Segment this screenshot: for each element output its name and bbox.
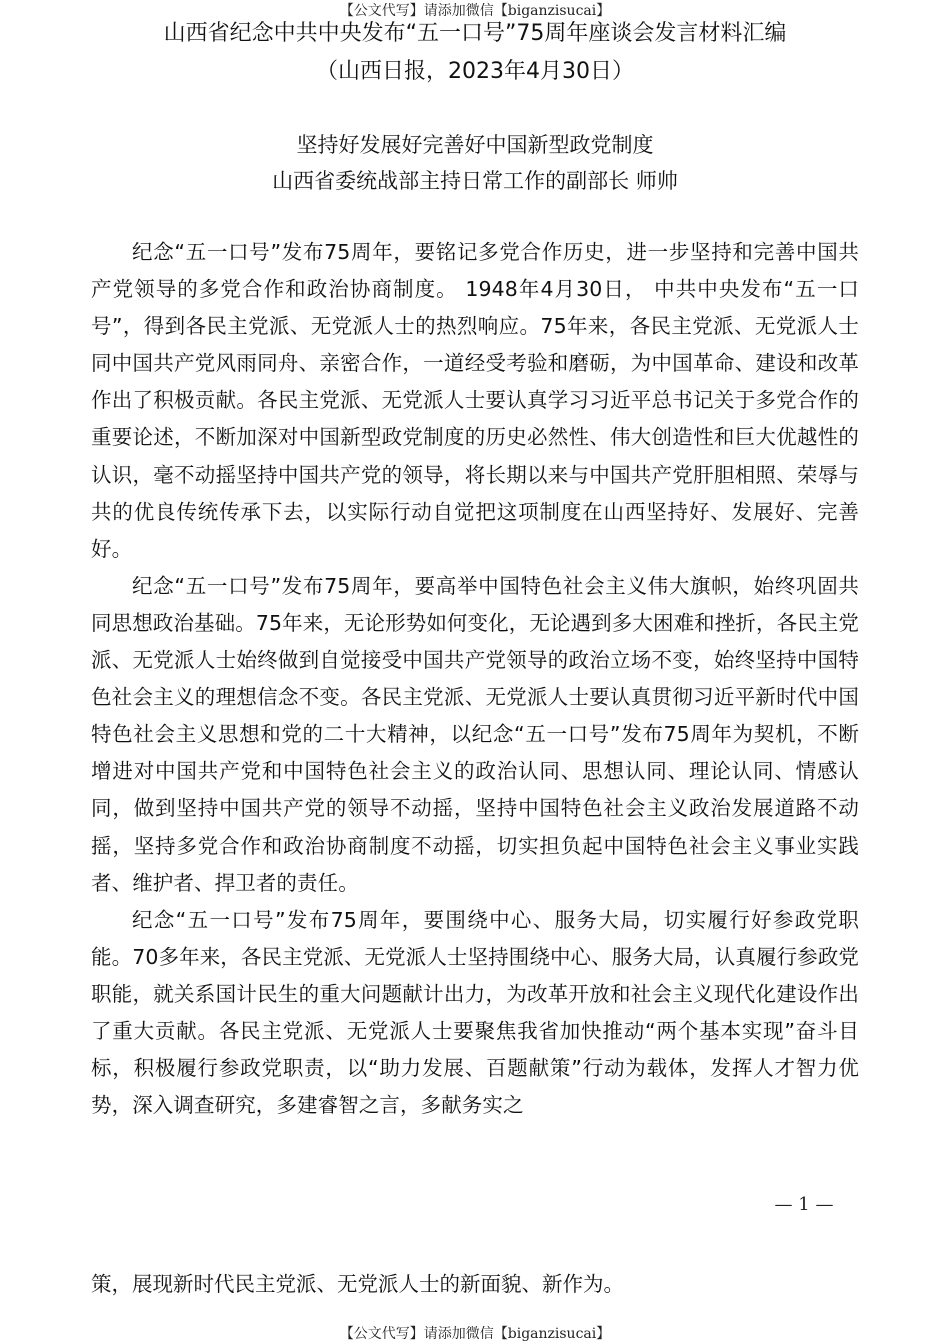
paragraph-1: 纪念“五一口号”发布75周年，要铭记多党合作历史，进一步坚持和完善中国共产党领导的多党合作和政治协商制度。 1948年4月30日， 中共中央发布“五一口号”，得到各民主党派、无党派人士的热烈响应。75年来，各民主党派、无党派人士同中国共产党风雨同舟、亲密合作，一道经受考验和磨砺，为中国革命、建设和改革作出了积极贡献。各民主党派、无党派人士要认真学习习近平总书记关于多党合作的重要论述，不断加深对中国新型政党制度的历史必然性、伟大创造性和巨大优越性的认识，毫不动摇坚持中国共产党的领导，将长期以来与中国共产党肝胆相照、荣辱与共的优良传统传承下去，以实际行动自觉把这项制度在山西坚持好、发展好、完善好。 bbox=[91, 240, 859, 561]
document-source-date: （山西日报，2023年4月30日） bbox=[316, 59, 634, 84]
article-author: 山西省委统战部主持日常工作的副部长 师帅 bbox=[272, 169, 678, 193]
next-page-continuation: 策，展现新时代民主党派、无党派人士的新面貌、新作为。 bbox=[91, 1272, 624, 1296]
document-title: 山西省纪念中共中央发布“五一口号”75周年座谈会发言材料汇编 bbox=[163, 21, 787, 46]
article-subtitle: 坚持好发展好完善好中国新型政党制度 bbox=[296, 133, 654, 157]
paragraph-3: 纪念“五一口号”发布75周年，要围绕中心、服务大局，切实履行好参政党职能。70多年来，各民主党派、无党派人士坚持围绕中心、服务大局，认真履行参政党职能，就关系国计民生的重大问题献计出力，为改革开放和社会主义现代化建设作出了重大贡献。各民主党派、无党派人士要聚焦我省加快推动“两个基本实现”奋斗目标，积极履行参政党职责，以“助力发展、百题献策”行动为载体，发挥人才智力优势，深入调查研究，多建睿智之言，多献务实之 bbox=[91, 907, 859, 1118]
watermark-bottom: 【公文代写】请添加微信【biganzisucai】 bbox=[339, 1326, 611, 1342]
watermark-top: 【公文代写】请添加微信【biganzisucai】 bbox=[339, 3, 611, 19]
article-body bbox=[91, 234, 859, 1124]
page-number: — 1 — bbox=[774, 1194, 834, 1215]
paragraph-2: 纪念“五一口号”发布75周年，要高举中国特色社会主义伟大旗帜，始终巩固共同思想政治基础。75年来，无论形势如何变化，无论遇到多大困难和挫折，各民主党派、无党派人士始终做到自觉接受中国共产党领导的政治立场不变，始终坚持中国特色社会主义的理想信念不变。各民主党派、无党派人士要认真贯彻习近平新时代中国特色社会主义思想和党的二十大精神，以纪念“五一口号”发布75周年为契机，不断增进对中国共产党和中国特色社会主义的政治认同、思想认同、理论认同、情感认同，做到坚持中国共产党的领导不动摇，坚持中国特色社会主义政治发展道路不动摇，坚持多党合作和政治协商制度不动摇，切实担负起中国特色社会主义事业实践者、维护者、捍卫者的责任。 bbox=[91, 573, 859, 895]
